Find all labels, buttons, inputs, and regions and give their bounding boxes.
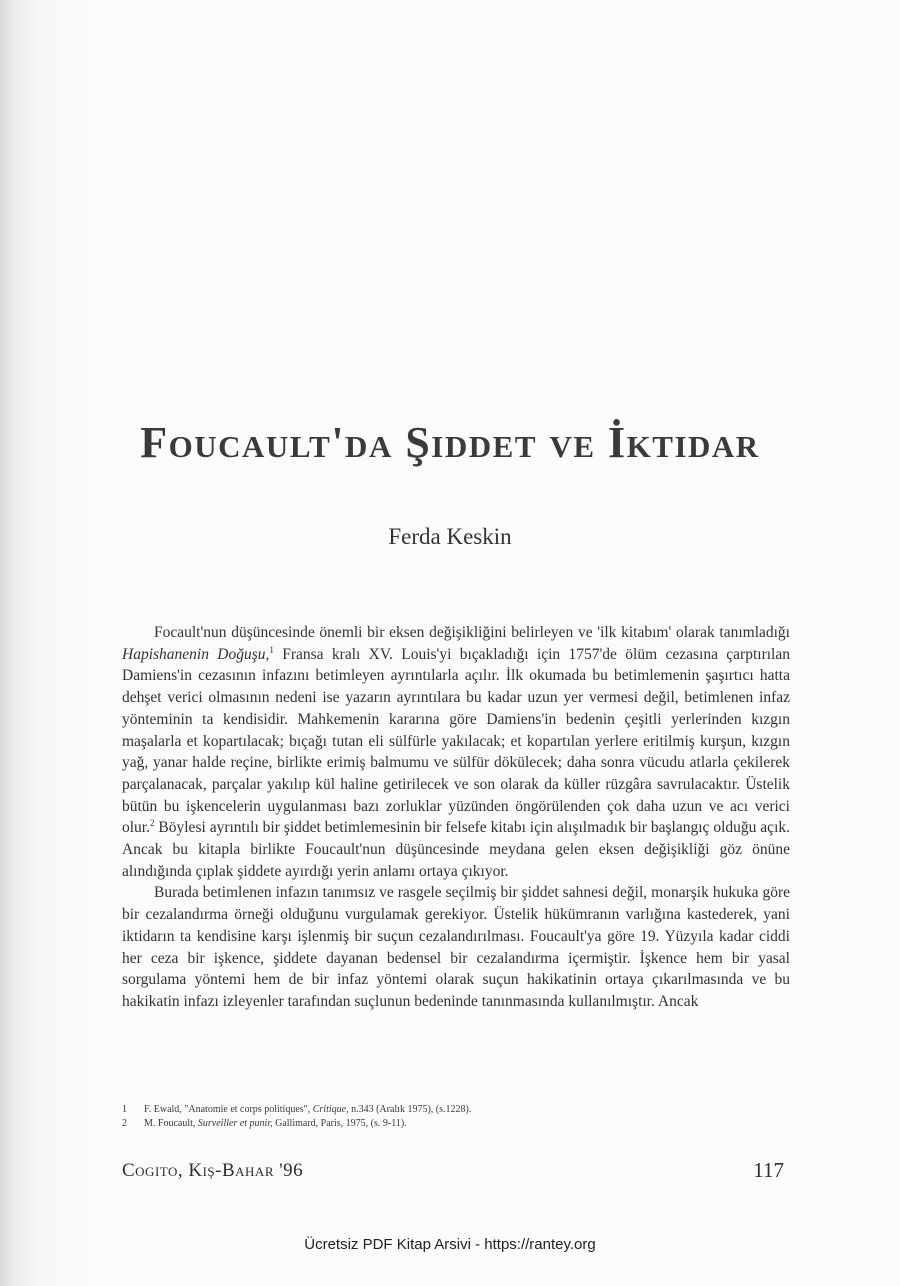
running-footer-journal: Cogito, Kış-Bahar '96 — [122, 1160, 304, 1181]
italic-text: Hapishanenin Doğuşu, — [122, 645, 270, 663]
text-run: Gallimard, Paris, 1975, (s. 9-11). — [272, 1118, 407, 1129]
article-title: Foucault'da Şiddet ve İktidar — [140, 418, 760, 468]
footnote-text — [144, 1103, 471, 1117]
text-run: Böylesi ayrıntılı bir şiddet betimlemesinin bir felsefe kitabı için alışılmadık bir başlangıç olduğu açık. Ancak bu kitapla birlikte Foucault'nun düşüncesinde meydana gelen eksen değişikliği göz önüne alındığında çıplak şiddete ayırdığı yerin anlamı ortaya çıkıyor. — [122, 819, 790, 880]
italic-text: Critique, — [312, 1104, 349, 1115]
page-number: 117 — [753, 1158, 784, 1182]
footnote-ref: 1 — [269, 644, 274, 655]
text-run: M. Foucault, — [144, 1118, 198, 1129]
text-run: Burada betimlenen infazın tanımsız ve rasgele seçilmiş bir şiddet sahnesi değil, monarşik hukuka göre bir cezalandırma örneği olduğunu vurgulamak gerekiyor. Üstelik hükümranın varlığına kastederek, yani iktidarın ta kendisine karşı işlenmiş bir suçun cezalandırılması. Foucault'ya göre 19. Yüzyıla kadar ciddi her ceza bir işkence, şiddete dayanan bedensel bir cezalandırma içermiştir. İşkence hem bir yasal sorgulama yöntemi hem de bir infaz yöntemi olarak suçun hakikatinin ortaya çıkarılmasında ve bu hakikatin infazı izleyenler tarafından suçlunun bedeninde tanınmasında kullanılmıştır. Ancak — [122, 884, 790, 1010]
text-run: Fransa kralı XV. Louis'yi bıçakladığı için 1757'de ölüm cezasına çarptırılan Damiens'in cezasının infazını betimleyen ayrıntılarla açılır. İlk okumada bu betimlemenin şaşırtıcı hatta dehşet verici olmasının nedeni ise yazarın ayrıntılara bu kadar uzun yer vermesi değil, betimlenen infaz yönteminin ta kendisidir. Mahkemenin kararına göre Damiens'in bedenin çeşitli yerlerinden kızgın maşalarla et kopartılacak; bıçağı tutan eli sülfürle yakılacak; et kopartılan yerlere eritilmiş kurşun, kızgın yağ, yanar halde reçine, birlikte erimiş balmumu ve sülfür dökülecek; daha sonra vücudu atlarla çekilerek parçalanacak, parçalar yakılıp kül haline getirilecek ve son olarak da küller rüzgâra savrulacaktır. Üstelik bütün bu işkencelerin uygulanması bazı zorluklar yüzünden öngörülenden çok daha uzun ve acı verici olur. — [122, 645, 790, 837]
footnotes — [122, 1103, 790, 1131]
text-run: Focault'nun düşüncesinde önemli bir eksen değişikliğini belirleyen ve 'ilk kitabım' olarak tanımladığı — [154, 624, 790, 641]
footnote-1 — [122, 1103, 790, 1117]
article-body — [122, 622, 790, 1013]
footnote-number: 1 — [122, 1104, 127, 1115]
footnote-number: 2 — [122, 1118, 127, 1129]
footnote-text — [144, 1117, 407, 1131]
italic-text: Surveiller et punir, — [197, 1118, 273, 1129]
footnote-ref: 2 — [150, 818, 155, 829]
text-run: n.343 (Aralık 1975), (s.1228). — [348, 1104, 472, 1115]
footnote-2 — [122, 1117, 790, 1131]
text-run: F. Ewald, "Anatomie et corps politiques", — [144, 1104, 313, 1115]
paragraph-1 — [122, 622, 790, 882]
paragraph-2 — [122, 882, 790, 1012]
article-author: Ferda Keskin — [388, 524, 512, 549]
watermark-text: Ücretsiz PDF Kitap Arsivi - https://rantey.org — [304, 1236, 596, 1253]
footnote-rule — [122, 1095, 312, 1096]
